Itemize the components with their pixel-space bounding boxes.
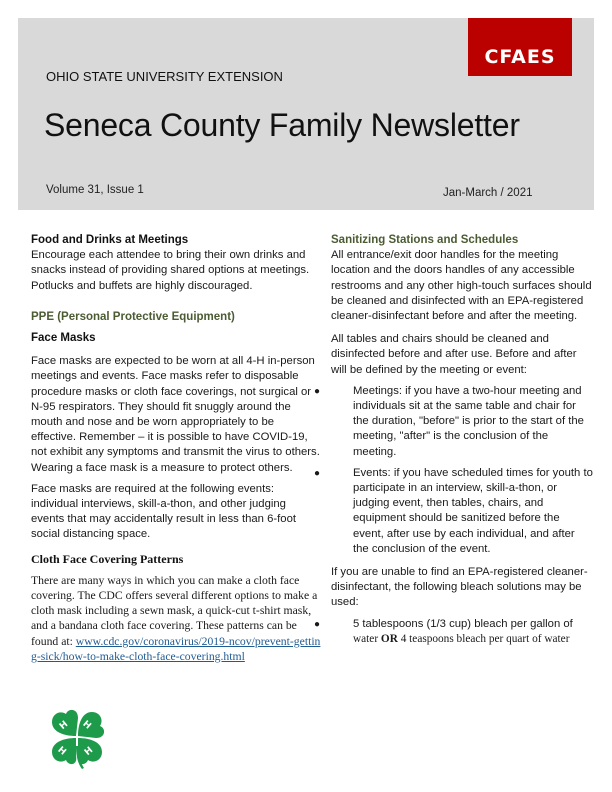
tables-body: All tables and chairs should be cleaned and disinfected before and after use. Before and after will be defined by the meeting or event:	[331, 333, 577, 376]
food-body: Encourage each attendee to bring their own drinks and snacks instead of providing shared options at meetings. Potlucks and buffets are highly discouraged.	[31, 249, 310, 292]
cloth-body-text: There are many ways in which you can make a cloth face covering. The CDC offers several different options to make a cloth mask including a sewn mask, a quick-cut t-shirt mask, and a bandana cloth face covering. These patterns can be found at:	[31, 573, 318, 648]
ppe-heading: PPE (Personal Protective Equipment)	[31, 310, 235, 323]
cfaes-logo	[468, 18, 572, 76]
bullet-or-emphasis: OR	[380, 632, 398, 645]
sanitizing-body: All entrance/exit door handles for the meeting location and the doors handles of any accessible restrooms and any other high-touch surfaces should be cleaned and disinfected with an EPA-registered cleaner-disinfectant before and after the meeting.	[331, 249, 592, 323]
svg-text:H: H	[83, 745, 96, 758]
list-item	[307, 466, 593, 557]
face-masks-heading: Face Masks	[31, 332, 96, 345]
bullet-icon: ●	[313, 467, 321, 479]
cloth-body	[31, 573, 321, 664]
bleach-body: If you are unable to find an EPA-registered cleaner-disinfectant, the following bleach solutions may be used:	[331, 566, 588, 609]
cdc-pattern-link[interactable]: www.cdc.gov/coronavirus/2019-ncov/prevent-getting-sick/how-to-make-cloth-face-covering.html	[31, 634, 321, 663]
bullet-text-serif: water	[353, 632, 381, 645]
cloth-heading: Cloth Face Covering Patterns	[31, 551, 184, 566]
list-item	[307, 617, 593, 647]
cfaes-logo-text: CFAES	[484, 46, 556, 68]
org-name: OHIO STATE UNIVERSITY EXTENSION	[46, 69, 283, 84]
right-column	[313, 233, 593, 647]
newsletter-title: Seneca County Family Newsletter	[44, 107, 520, 143]
bullet-icon: ●	[313, 385, 321, 397]
face-masks-paragraph-1: Face masks are expected to be worn at all 4-H in-person meetings and events. Face masks refer to disposable procedure masks or cloth face coverings, not surgical or N-95 respirators. They should fit snuggly around the mouth and nose and be worn appropriately to be effective. Remember – it is possible to have COVID-19, not exhibit any symptoms and transmit the virus to others. Wearing a face mask is a measure to protect others.	[31, 355, 320, 474]
sanitizing-heading: Sanitizing Stations and Schedules	[331, 234, 519, 246]
tables-bullet-list	[307, 384, 593, 557]
food-heading: Food and Drinks at Meetings	[31, 234, 189, 246]
svg-text:H: H	[80, 719, 93, 732]
svg-text:H: H	[55, 745, 68, 758]
volume-issue: Volume 31, Issue 1	[46, 184, 144, 196]
face-masks-paragraph-2: Face masks are required at the following events: individual interviews, skill-a-thon, and other judging events that may accidentally result in less than 6-foot social distancing space.	[31, 482, 296, 541]
bleach-bullet-list	[307, 617, 593, 647]
bullet-text-serif: 4 teaspoons bleach per quart of water	[397, 632, 570, 645]
bullet-text: Events: if you have scheduled times for youth to participate in an interview, skill-a-thon, or judging event, then tables, chairs, and equipment should be sanitized before the event, after use by each individual, and after the conclusion of the event.	[353, 466, 593, 555]
list-item	[307, 384, 593, 460]
left-column	[31, 233, 321, 664]
issue-date: Jan-March / 2021	[443, 187, 533, 199]
bullet-icon: ●	[313, 618, 321, 630]
bullet-text: 5 tablespoons (1/3 cup) bleach per gallon of	[353, 617, 573, 630]
four-h-clover-icon	[46, 706, 108, 770]
bullet-text: Meetings: if you have a two-hour meeting and individuals sit at the same table and chair for the duration, "before" is prior to the start of the meeting, "after" is the conclusion of the meeting.	[353, 384, 584, 458]
svg-text:H: H	[58, 719, 71, 732]
